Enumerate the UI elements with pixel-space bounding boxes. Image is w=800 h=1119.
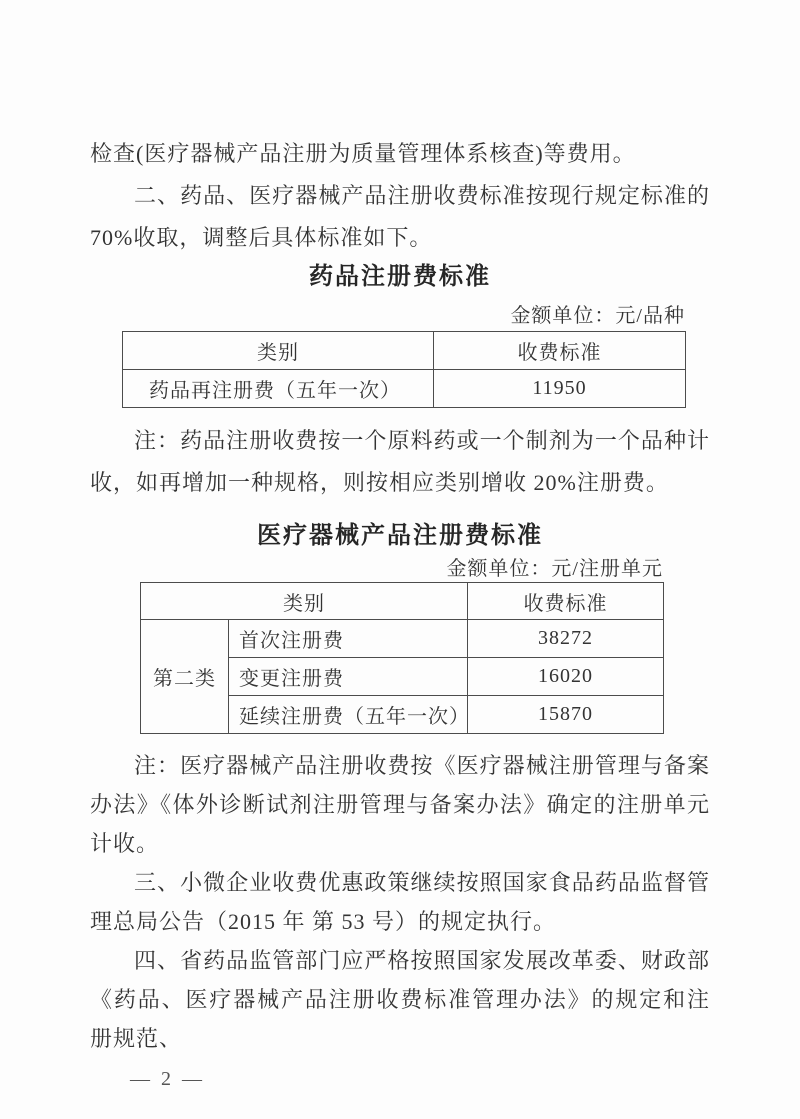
device-table-fee-cell: 38272 xyxy=(468,620,664,658)
paragraph-item-three: 三、小微企业收费优惠政策继续按照国家食品药品监督管理总局公告（2015 年 第 53 号）的规定执行。 xyxy=(90,870,710,934)
paragraph-continuation: 检查(医疗器械产品注册为质量管理体系核查)等费用。 xyxy=(90,141,636,166)
drug-table-header-category: 类别 xyxy=(123,332,434,370)
device-table-category-cell: 首次注册费 xyxy=(229,620,468,658)
device-fee-note: 注：医疗器械产品注册收费按《医疗器械注册管理与备案办法》《体外诊断试剂注册管理与备案办法》确定的注册单元计收。 xyxy=(90,753,710,856)
device-table-fee-cell: 15870 xyxy=(468,696,664,734)
drug-table-header-row xyxy=(123,332,686,370)
paragraph-item-two: 二、药品、医疗器械产品注册收费标准按现行规定标准的70%收取，调整后具体标准如下。 xyxy=(90,183,710,250)
device-fee-unit-note: 金额单位：元/注册单元 xyxy=(446,558,663,580)
drug-fee-note: 注：药品注册收费按一个原料药或一个制剂为一个品种计收，如再增加一种规格，则按相应类别增收 20%注册费。 xyxy=(90,428,710,495)
drug-fee-section-title: 药品注册费标准 xyxy=(309,264,491,290)
device-fee-section-title: 医疗器械产品注册费标准 xyxy=(257,523,543,549)
drug-fee-table xyxy=(122,331,686,408)
drug-table-category-cell: 药品再注册费（五年一次） xyxy=(123,370,434,408)
table-row xyxy=(123,370,686,408)
paragraph-item-four: 四、省药品监管部门应严格按照国家发展改革委、财政部《药品、医疗器械产品注册收费标准管理办法》的规定和注册规范、 xyxy=(90,948,710,1051)
table-row xyxy=(141,620,664,658)
device-table-header-fee: 收费标准 xyxy=(468,583,664,620)
page-number: — 2 — xyxy=(130,1068,205,1090)
device-table-fee-cell: 16020 xyxy=(468,658,664,696)
device-table-header-row xyxy=(141,583,664,620)
drug-table-fee-cell: 11950 xyxy=(434,370,686,408)
drug-table-header-fee: 收费标准 xyxy=(434,332,686,370)
drug-fee-unit-note: 金额单位：元/品种 xyxy=(510,305,685,327)
device-table-category-cell: 延续注册费（五年一次） xyxy=(229,696,468,734)
device-fee-table xyxy=(140,582,664,734)
device-table-header-category: 类别 xyxy=(141,583,468,620)
device-table-category-cell: 变更注册费 xyxy=(229,658,468,696)
device-class-group-cell: 第二类 xyxy=(141,620,229,734)
